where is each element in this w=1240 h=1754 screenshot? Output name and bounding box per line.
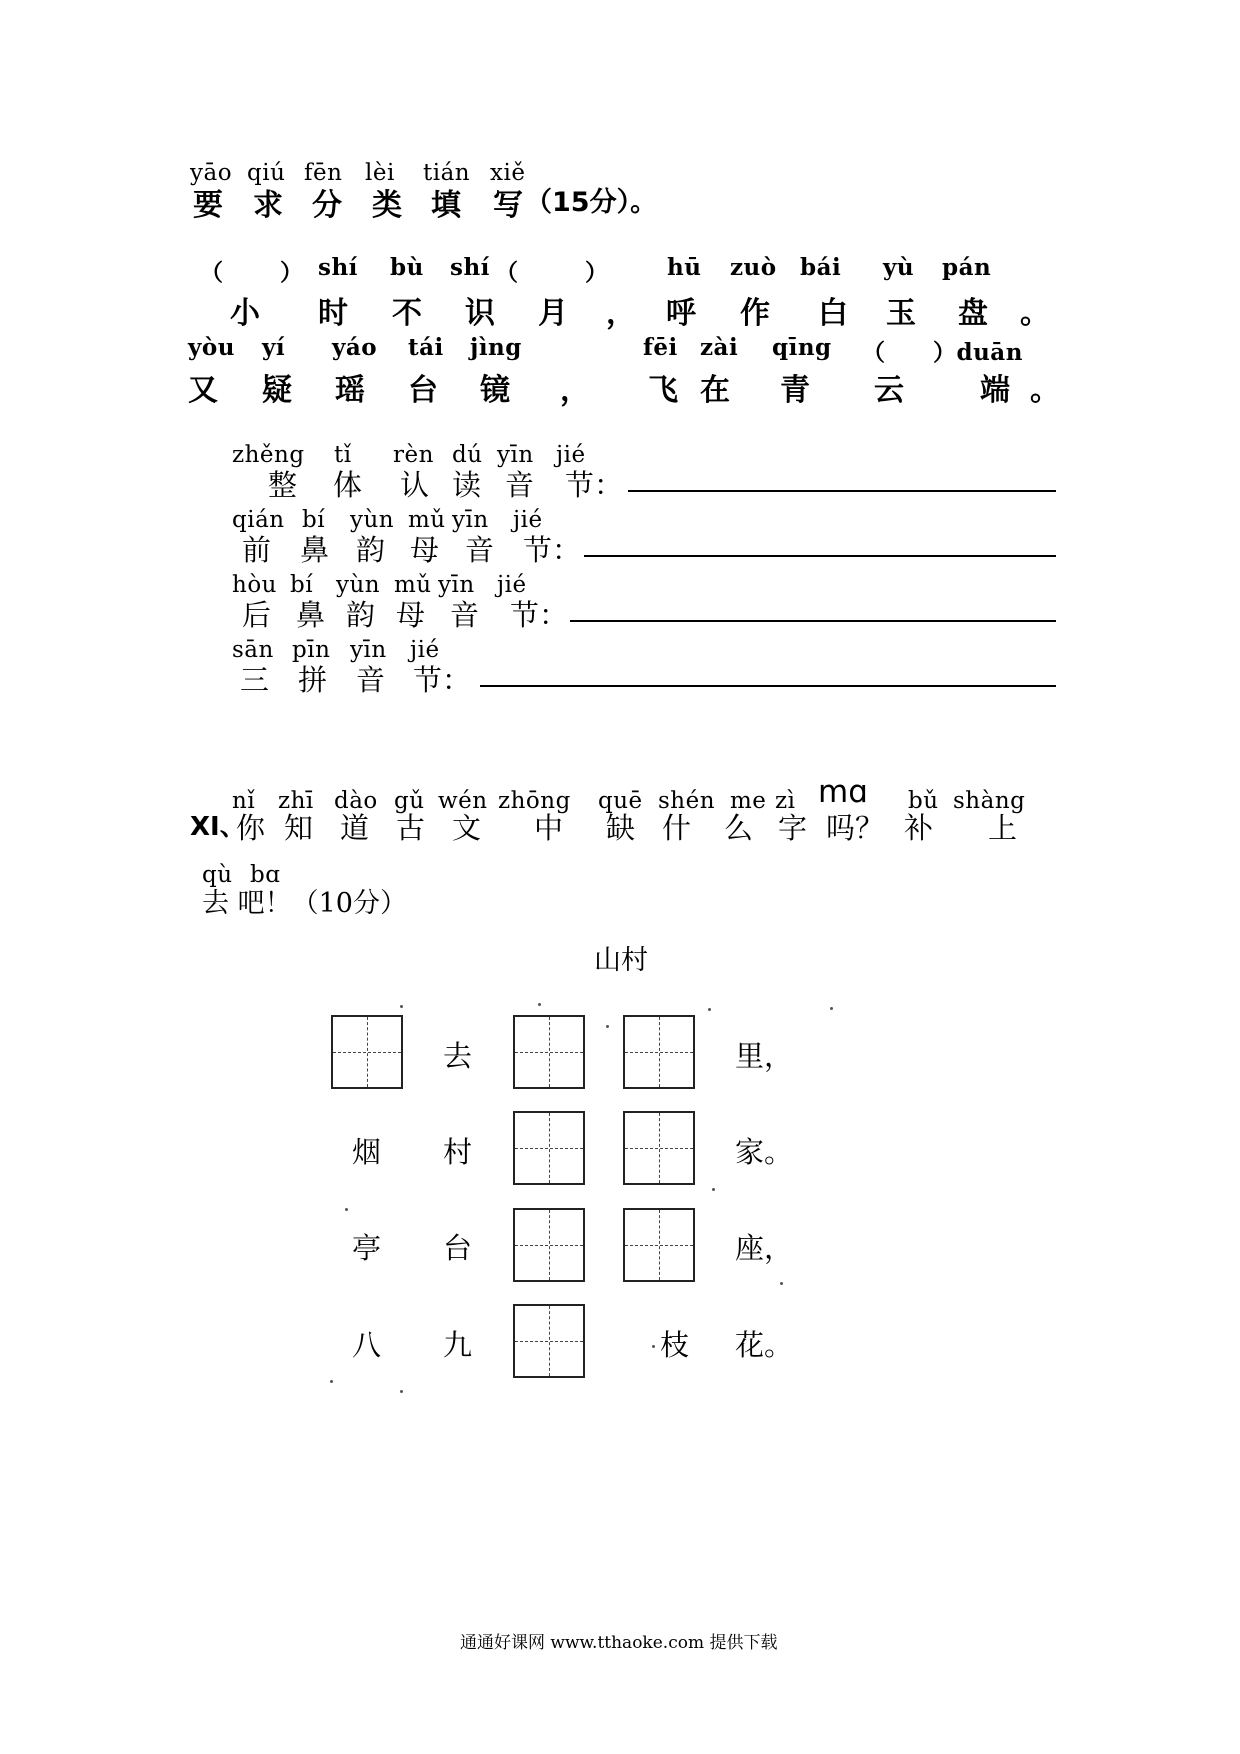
- poem-char: 镜: [480, 373, 510, 408]
- heading-char: 分: [312, 188, 342, 223]
- poem-char: 八: [352, 1328, 382, 1362]
- pinyin: qù: [202, 862, 233, 888]
- poem-char: 时: [318, 296, 348, 331]
- pinyin: quē: [598, 788, 643, 814]
- heading-char: 写: [493, 188, 523, 223]
- pinyin: jié: [556, 442, 586, 468]
- pinyin: ）duān: [933, 339, 1023, 366]
- pinyin: yīn: [452, 507, 489, 533]
- heading-char: 类: [372, 188, 402, 223]
- label-char: 认: [400, 468, 430, 502]
- bracket-blank: （: [200, 259, 224, 286]
- answer-line[interactable]: [480, 685, 1056, 687]
- pinyin: bái: [800, 254, 842, 281]
- scan-speck: [652, 1345, 655, 1348]
- char-box[interactable]: [331, 1015, 403, 1089]
- poem-char: 盘: [958, 296, 988, 331]
- pinyin: yīn: [438, 572, 475, 598]
- scan-speck: [345, 1208, 348, 1211]
- label-char: 节：: [523, 533, 582, 567]
- char-box[interactable]: [623, 1208, 695, 1282]
- bracket-blank: （: [862, 339, 886, 366]
- label-char: 整: [268, 468, 298, 502]
- scan-speck: [712, 1188, 715, 1191]
- pinyin: mǔ: [408, 507, 446, 533]
- heading-char: 么: [724, 811, 754, 845]
- char-box[interactable]: [623, 1015, 695, 1089]
- pinyin: wén: [438, 788, 488, 814]
- score-label: （15分）。: [525, 187, 658, 218]
- pinyin: zì: [775, 788, 796, 814]
- pinyin: mǔ: [394, 572, 432, 598]
- pinyin: zhěng: [232, 442, 305, 468]
- poem-char: 台: [408, 373, 438, 408]
- poem-char: 台: [443, 1231, 473, 1265]
- char-box[interactable]: [513, 1111, 585, 1185]
- poem-char: 九: [443, 1328, 473, 1362]
- pinyin: yáo: [332, 334, 378, 361]
- poem-char: 又: [188, 373, 218, 408]
- poem-char: 疑: [262, 373, 292, 408]
- pinyin: yùn: [336, 572, 381, 598]
- pinyin: jié: [513, 507, 543, 533]
- scan-speck: [330, 1380, 333, 1383]
- label-char: 母: [396, 598, 426, 632]
- answer-line[interactable]: [584, 555, 1056, 557]
- poem-char: 在: [700, 373, 730, 408]
- label-char: 前: [242, 533, 272, 567]
- pinyin: qīng: [772, 334, 832, 361]
- pinyin: tián: [423, 160, 471, 186]
- scan-speck: [830, 1007, 833, 1010]
- char-box[interactable]: [513, 1015, 585, 1089]
- poem-char: 玉: [886, 296, 916, 331]
- pinyin: jié: [497, 572, 527, 598]
- pinyin: hū: [667, 254, 702, 281]
- poem-punct: ，: [560, 373, 590, 408]
- scan-speck: [538, 1003, 541, 1006]
- label-char: 读: [452, 468, 482, 502]
- pinyin: zhōng: [498, 788, 571, 814]
- poem-char: 端: [980, 373, 1010, 408]
- scan-speck: [400, 1005, 403, 1008]
- pinyin: bí: [290, 572, 314, 598]
- pinyin: yù: [883, 254, 915, 281]
- heading-char: 知: [284, 811, 314, 845]
- pinyin: hòu: [232, 572, 277, 598]
- heading-char: 你: [236, 811, 266, 845]
- pinyin: qián: [232, 507, 285, 533]
- pinyin: shàng: [953, 788, 1026, 814]
- label-char: 音: [450, 598, 480, 632]
- pinyin: shén: [658, 788, 716, 814]
- poem-char: 去: [443, 1039, 473, 1073]
- char-box[interactable]: [513, 1208, 585, 1282]
- poem-char: 云: [874, 373, 904, 408]
- bracket-blank: ）: [585, 259, 609, 286]
- pinyin: pīn: [292, 637, 331, 663]
- poem-char: 烟: [352, 1135, 382, 1169]
- pinyin: gǔ: [394, 788, 425, 814]
- poem-char: 呼: [666, 296, 696, 331]
- pinyin: jié: [410, 637, 440, 663]
- pinyin: bù: [390, 254, 424, 281]
- label-char: 节：: [510, 598, 569, 632]
- label-char: 节：: [565, 468, 624, 502]
- heading-char: 吗？: [826, 811, 885, 845]
- label-char: 音: [356, 663, 386, 697]
- scan-speck: [708, 1008, 711, 1011]
- poem-char: 小: [230, 296, 260, 331]
- heading-char: 补: [904, 811, 934, 845]
- poem-char: 白: [818, 296, 848, 331]
- heading-char: 填: [431, 188, 461, 223]
- pinyin: tǐ: [334, 442, 352, 468]
- pinyin: nǐ: [232, 788, 256, 814]
- pinyin: lèi: [365, 160, 395, 186]
- pinyin: zài: [700, 334, 739, 361]
- poem-char: 花。: [735, 1328, 794, 1362]
- pinyin: yāo: [190, 160, 233, 186]
- poem-title: 山村: [594, 945, 648, 976]
- pinyin: yīn: [350, 637, 387, 663]
- pinyin: sān: [232, 637, 274, 663]
- heading-char: 什: [662, 811, 692, 845]
- heading-char: 中: [534, 811, 564, 845]
- pinyin: bɑ: [250, 862, 281, 888]
- label-char: 后: [242, 598, 272, 632]
- poem-char: 家。: [735, 1135, 794, 1169]
- heading-char: 上: [988, 811, 1018, 845]
- pinyin: dào: [334, 788, 378, 814]
- pinyin: yùn: [350, 507, 395, 533]
- pinyin: zhī: [278, 788, 314, 814]
- label-char: 韵: [346, 598, 376, 632]
- instruction-text: 去 吧！（10分）: [202, 888, 407, 919]
- pinyin: shí: [450, 254, 490, 281]
- pinyin: jìng: [470, 334, 522, 361]
- poem-punct: ，: [606, 296, 636, 331]
- heading-char: 求: [253, 188, 283, 223]
- label-char: 鼻: [296, 598, 326, 632]
- scan-speck: [400, 1390, 403, 1393]
- label-char: 体: [333, 468, 363, 502]
- pinyin: pán: [942, 254, 992, 281]
- label-char: 音: [505, 468, 535, 502]
- poem-punct: 。: [1030, 373, 1060, 408]
- answer-line[interactable]: [570, 620, 1056, 622]
- footer-text: 通通好课网 www.tthaoke.com 提供下载: [460, 1633, 778, 1653]
- label-char: 拼: [298, 663, 328, 697]
- poem-char: 枝: [660, 1328, 690, 1362]
- heading-char: 古: [396, 811, 426, 845]
- heading-char: 要: [193, 188, 223, 223]
- pinyin: yīn: [497, 442, 534, 468]
- label-char: 韵: [356, 533, 386, 567]
- heading-char: 字: [778, 811, 808, 845]
- poem-char: 识: [465, 296, 495, 331]
- label-char: 母: [410, 533, 440, 567]
- pinyin: yòu: [188, 334, 235, 361]
- poem-char: 月: [538, 296, 568, 331]
- poem-punct: 。: [1020, 296, 1050, 331]
- pinyin: dú: [452, 442, 483, 468]
- poem-char: 里，: [735, 1039, 794, 1073]
- pinyin: zuò: [730, 254, 777, 281]
- poem-char: 不: [392, 296, 422, 331]
- poem-char: 飞: [648, 373, 678, 408]
- bracket-blank: ）: [280, 259, 304, 286]
- label-char: 音: [465, 533, 495, 567]
- pinyin: fēi: [643, 334, 678, 361]
- poem-char: 青: [780, 373, 810, 408]
- heading-char: 文: [452, 811, 482, 845]
- poem-char: 亭: [352, 1231, 382, 1265]
- scan-speck: [780, 1282, 783, 1285]
- pinyin: rèn: [393, 442, 434, 468]
- heading-char: 缺: [606, 811, 636, 845]
- pinyin: me: [730, 788, 767, 814]
- pinyin: bí: [302, 507, 326, 533]
- label-char: 三: [240, 663, 270, 697]
- pinyin: bǔ: [908, 788, 939, 814]
- char-box[interactable]: [623, 1111, 695, 1185]
- pinyin: fēn: [304, 160, 343, 186]
- label-char: 节：: [413, 663, 472, 697]
- heading-char: 道: [340, 811, 370, 845]
- bracket-blank: （: [495, 259, 519, 286]
- poem-char: 村: [443, 1135, 473, 1169]
- answer-line[interactable]: [628, 490, 1056, 492]
- scan-speck: [606, 1025, 609, 1028]
- char-box[interactable]: [513, 1304, 585, 1378]
- pinyin: qiú: [247, 160, 286, 186]
- pinyin: tái: [408, 334, 444, 361]
- pinyin: xiě: [490, 160, 526, 186]
- poem-char: 作: [740, 296, 770, 331]
- poem-char: 瑶: [335, 373, 365, 408]
- poem-char: 座，: [735, 1231, 794, 1265]
- section-number: XI、: [190, 812, 246, 842]
- pinyin: shí: [318, 254, 358, 281]
- pinyin: mɑ: [818, 774, 868, 810]
- pinyin: yí: [262, 334, 286, 361]
- label-char: 鼻: [300, 533, 330, 567]
